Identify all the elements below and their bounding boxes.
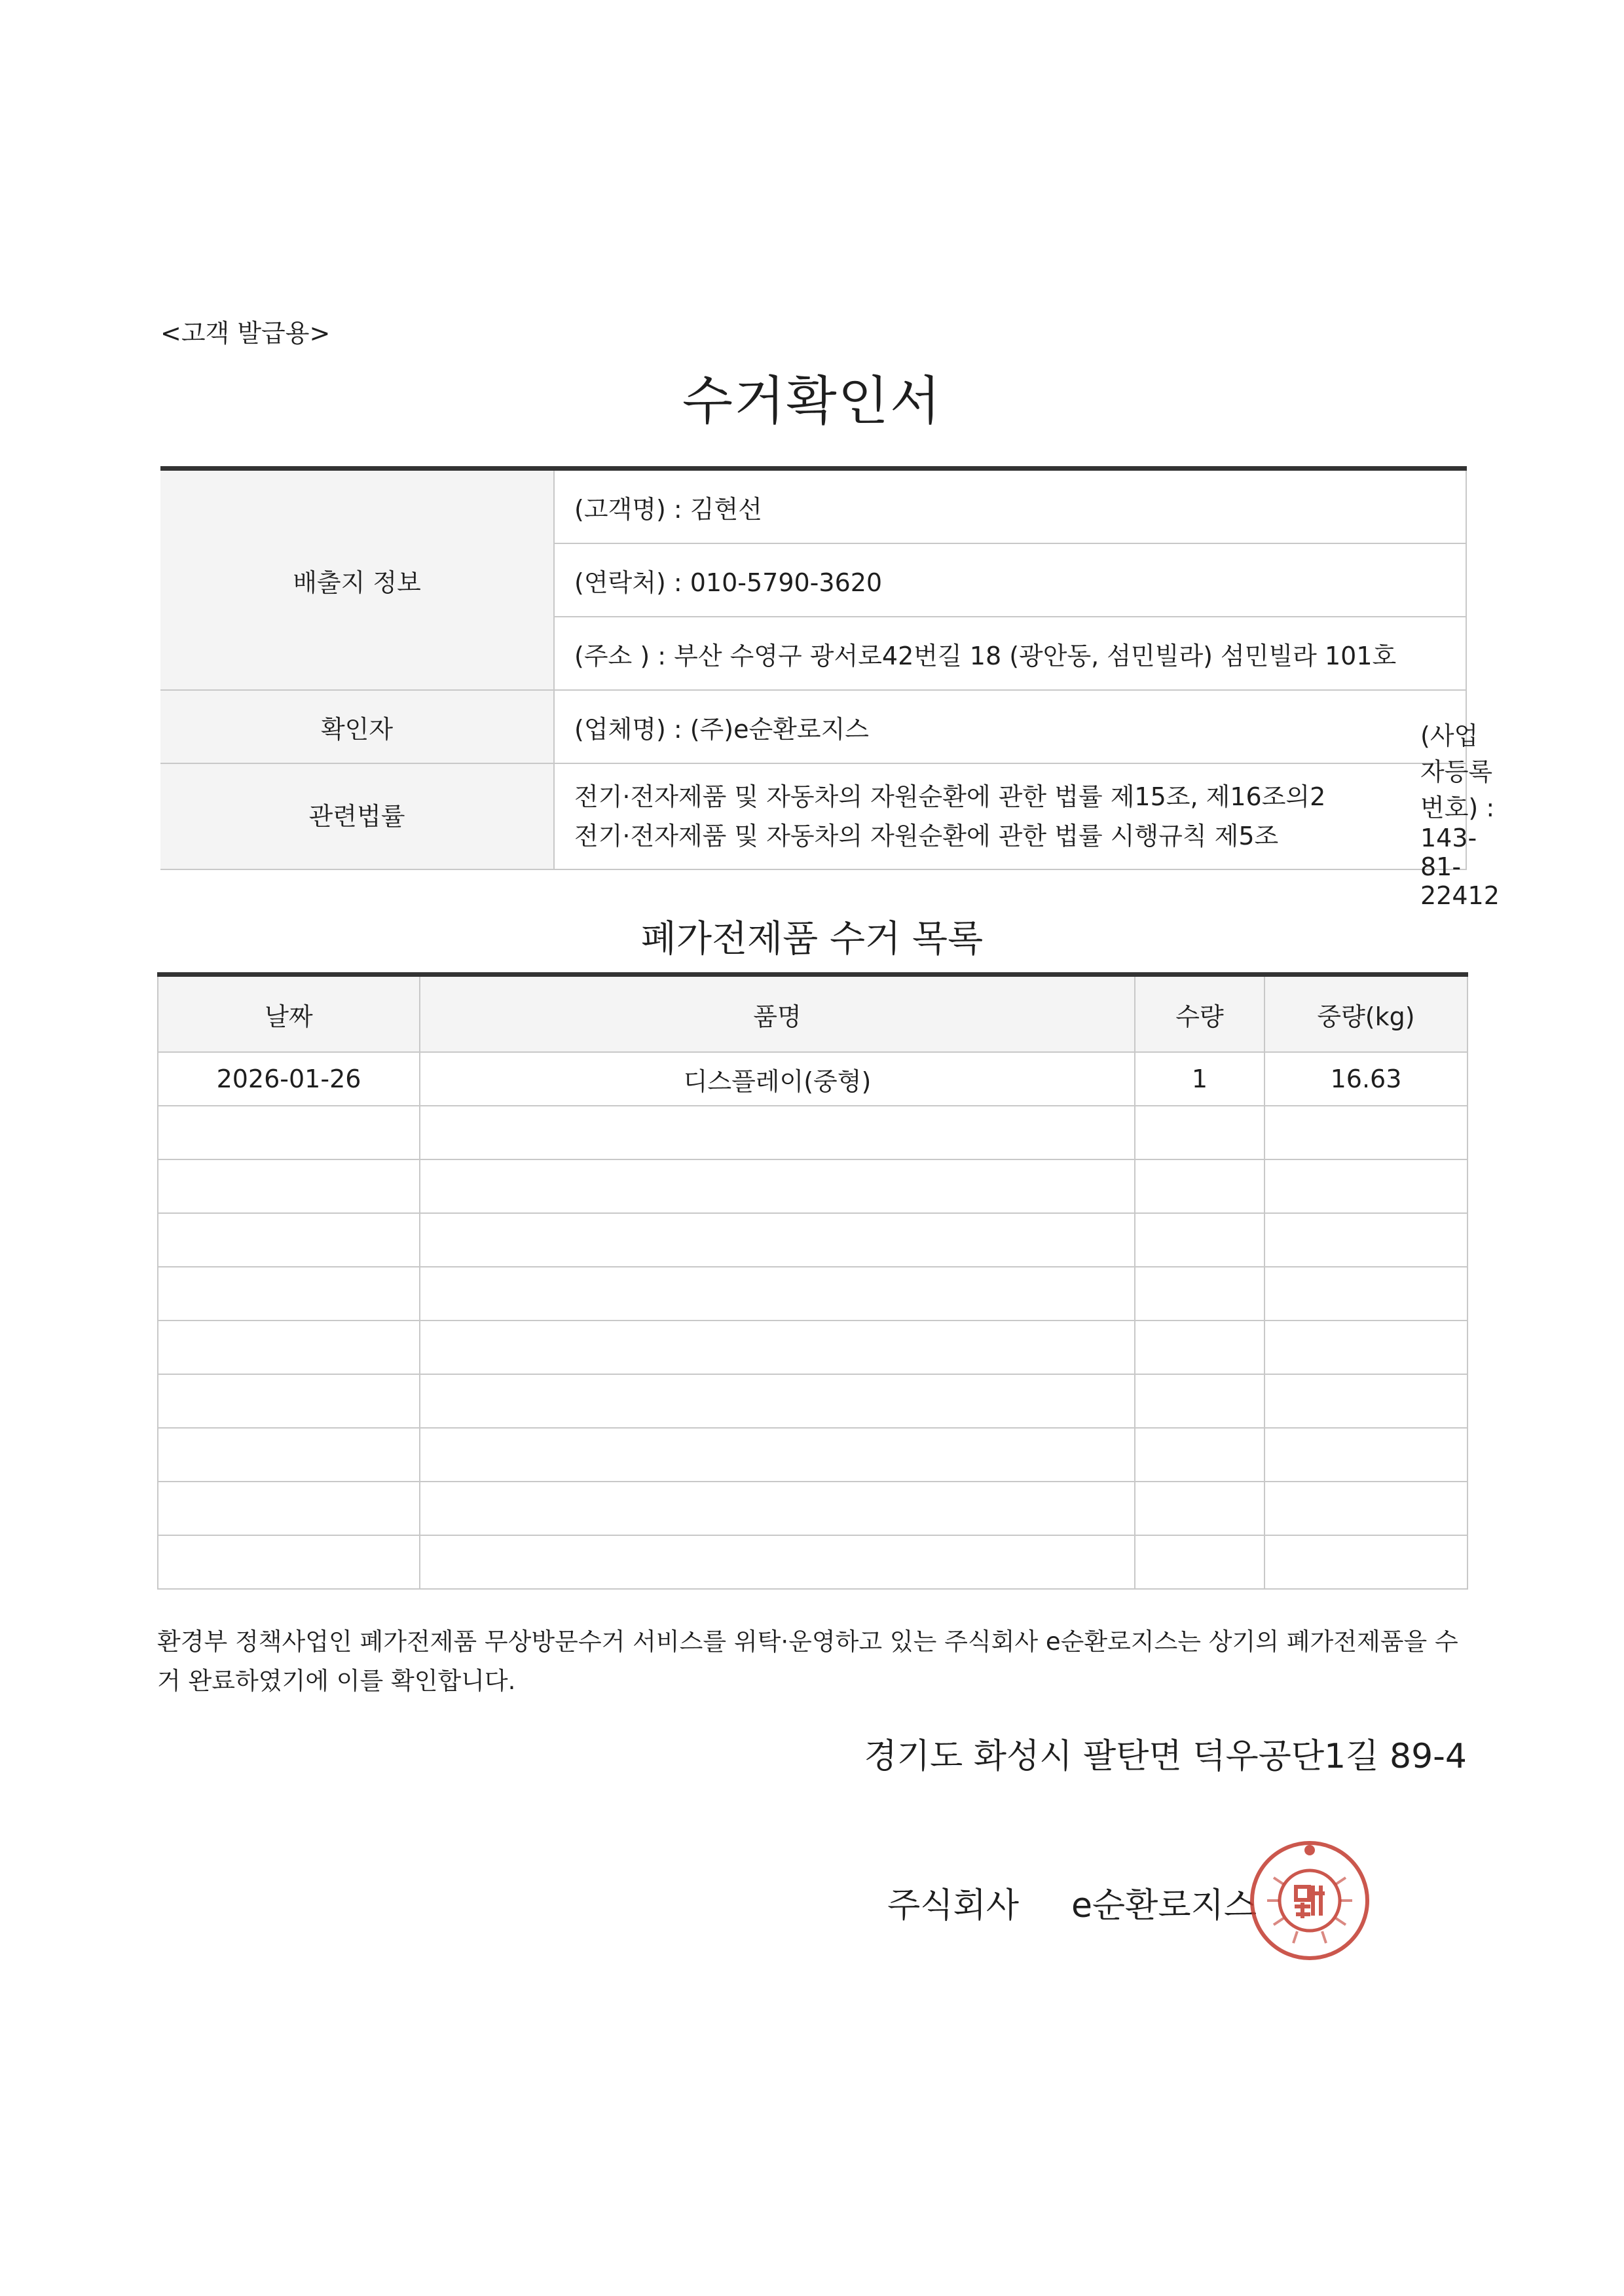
row-quantity: 1 — [1135, 1052, 1264, 1106]
header-weight: 중량(kg) — [1264, 975, 1467, 1053]
sender-info-label: 배출지 정보 — [160, 469, 554, 691]
table-row — [158, 1321, 1467, 1374]
table-row — [158, 1535, 1467, 1589]
company-address: 경기도 화성시 팔탄면 덕우공단1길 89-4 — [864, 1737, 1467, 1776]
header-quantity: 수량 — [1135, 975, 1264, 1053]
law-line-2: 전기·전자제품 및 자동차의 자원순환에 관한 법률 시행규칙 제5조 — [574, 822, 1279, 850]
confirmer-label: 확인자 — [160, 690, 554, 763]
info-table — [160, 466, 1500, 910]
law-text — [554, 763, 1466, 869]
contact-number: (연락처) : 010-5790-3620 — [554, 543, 1466, 617]
copy-type-label: <고객 발급용> — [160, 319, 331, 348]
company-name: e순환로지스 — [1071, 1886, 1257, 1925]
pickup-list-table — [157, 972, 1468, 1590]
row-weight: 16.63 — [1264, 1052, 1467, 1106]
table-row — [158, 1267, 1467, 1321]
law-line-1: 전기·전자제품 및 자동차의 자원순환에 관한 법률 제15조, 제16조의2 — [574, 782, 1326, 811]
table-row — [158, 1159, 1467, 1213]
table-row — [158, 1052, 1467, 1106]
company-prefix: 주식회사 — [887, 1886, 1019, 1925]
header-item: 품명 — [420, 975, 1135, 1053]
law-label: 관련법률 — [160, 763, 554, 869]
pickup-address: (주소 ) : 부산 수영구 광서로42번길 18 (광안동, 섬민빌라) 섬민빌라 101호 — [554, 617, 1466, 690]
row-date: 2026-01-26 — [158, 1052, 420, 1106]
company-field: (업체명) : (주)e순환로지스 — [574, 714, 870, 744]
table-row — [158, 1213, 1467, 1267]
header-date: 날짜 — [158, 975, 420, 1053]
list-title: 폐가전제품 수거 목록 — [640, 918, 984, 960]
company-signature — [887, 1878, 1257, 1927]
registration-field: (사업자등록번호) : 143-81-22412 — [1420, 721, 1500, 910]
table-row — [158, 1428, 1467, 1482]
customer-name: (고객명) : 김현선 — [554, 469, 1466, 544]
row-item: 디스플레이(중형) — [420, 1052, 1135, 1106]
company-seal-icon — [1247, 1838, 1372, 1963]
table-row — [158, 1374, 1467, 1428]
document-title: 수거확인서 — [682, 371, 942, 431]
table-row — [158, 1106, 1467, 1159]
confirmation-notice: 환경부 정책사업인 폐가전제품 무상방문수거 서비스를 위탁·운영하고 있는 주식회사 e순환로지스는 상기의 폐가전제품을 수거 완료하였기에 이를 확인합니다. — [157, 1628, 1458, 1695]
table-row — [158, 1482, 1467, 1535]
